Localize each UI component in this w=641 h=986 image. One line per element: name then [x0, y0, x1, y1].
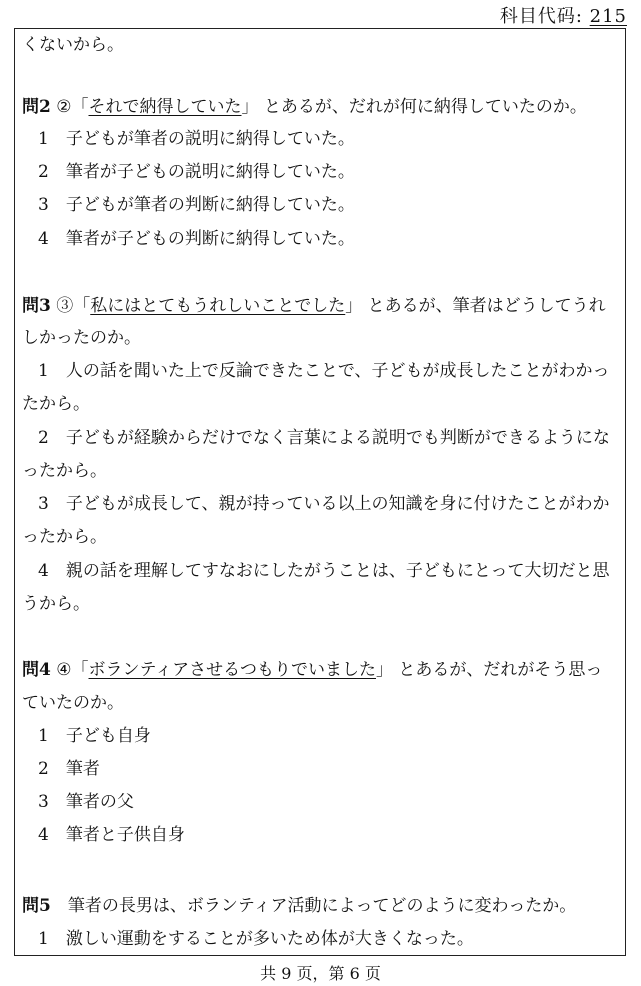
q4-option-3: 3 筆者の父 [38, 792, 134, 812]
question-5-text: 筆者の長男は、ボランティア活動によってどのように変わったか。 [67, 896, 577, 916]
question-2-number: 問2 [22, 97, 51, 117]
question-5-number: 問5 [22, 896, 51, 916]
subject-code-value: 215 [589, 6, 627, 27]
q3-option-1-cont: たから。 [22, 394, 90, 414]
question-2-stem: 問2 ②「それで納得していた」 とあるが、だれが何に納得していたのか。 [22, 97, 587, 117]
question-4-quote: ボランティアさせるつもりでいました [88, 660, 376, 680]
question-3-stem-continued: しかったのか。 [22, 328, 141, 348]
q5-option-1: 1 激しい運動をすることが多いため体が大きくなった。 [38, 929, 474, 949]
question-3-text: とあるが、筆者はどうしてうれ [367, 296, 606, 316]
continuation-text: くないから。 [22, 35, 124, 55]
q4-option-2: 2 筆者 [38, 759, 100, 779]
q3-option-3-cont: ったから。 [22, 527, 107, 547]
question-2-marker: ② [56, 97, 72, 117]
page-footer: 共 9 页，第 6 页 [260, 964, 381, 983]
q3-option-2: 2 子どもが経験からだけでなく言葉による説明でも判断ができるようにな [38, 428, 610, 448]
subject-code-label: 科目代码: [499, 6, 583, 27]
question-2-text: とあるが、だれが何に納得していたのか。 [263, 97, 587, 117]
question-3-number: 問3 [22, 296, 51, 316]
q3-option-1: 1 人の話を聞いた上で反論できたことで、子どもが成長したことがわかっ [38, 361, 610, 381]
question-3-stem: 問3 ③「私にはとてもうれしいことでした」 とあるが、筆者はどうしてうれ [22, 296, 606, 316]
subject-code [500, 2, 627, 28]
q2-option-1: 1 子どもが筆者の説明に納得していた。 [38, 129, 355, 149]
question-5-stem [22, 898, 576, 915]
q3-option-4-cont: うから。 [22, 594, 90, 614]
q3-option-4: 4 親の話を理解してすなおにしたがうことは、子どもにとって大切だと思 [38, 561, 610, 581]
q4-option-4: 4 筆者と子供自身 [38, 825, 185, 845]
q3-option-2-cont: ったから。 [22, 461, 107, 481]
question-2-quote: それで納得していた [88, 97, 242, 117]
q2-option-2: 2 筆者が子どもの説明に納得していた。 [38, 162, 355, 182]
question-4-stem: 問4 ④「ボランティアさせるつもりでいました」 とあるが、だれがそう思っ [22, 660, 603, 680]
question-3-marker: ③ [56, 296, 74, 316]
q4-option-1: 1 子ども自身 [38, 726, 151, 746]
q2-option-3: 3 子どもが筆者の判断に納得していた。 [38, 195, 355, 215]
question-4-number: 問4 [22, 660, 51, 680]
q2-option-4: 4 筆者が子どもの判断に納得していた。 [38, 229, 355, 249]
question-4-stem-continued: ていたのか。 [22, 693, 124, 713]
question-3-quote: 私にはとてもうれしいことでした [90, 296, 346, 316]
q3-option-3: 3 子どもが成長して、親が持っている以上の知識を身に付けたことがわか [38, 494, 610, 514]
question-4-text: とあるが、だれがそう思っ [398, 660, 603, 680]
question-4-marker: ④ [56, 660, 72, 680]
